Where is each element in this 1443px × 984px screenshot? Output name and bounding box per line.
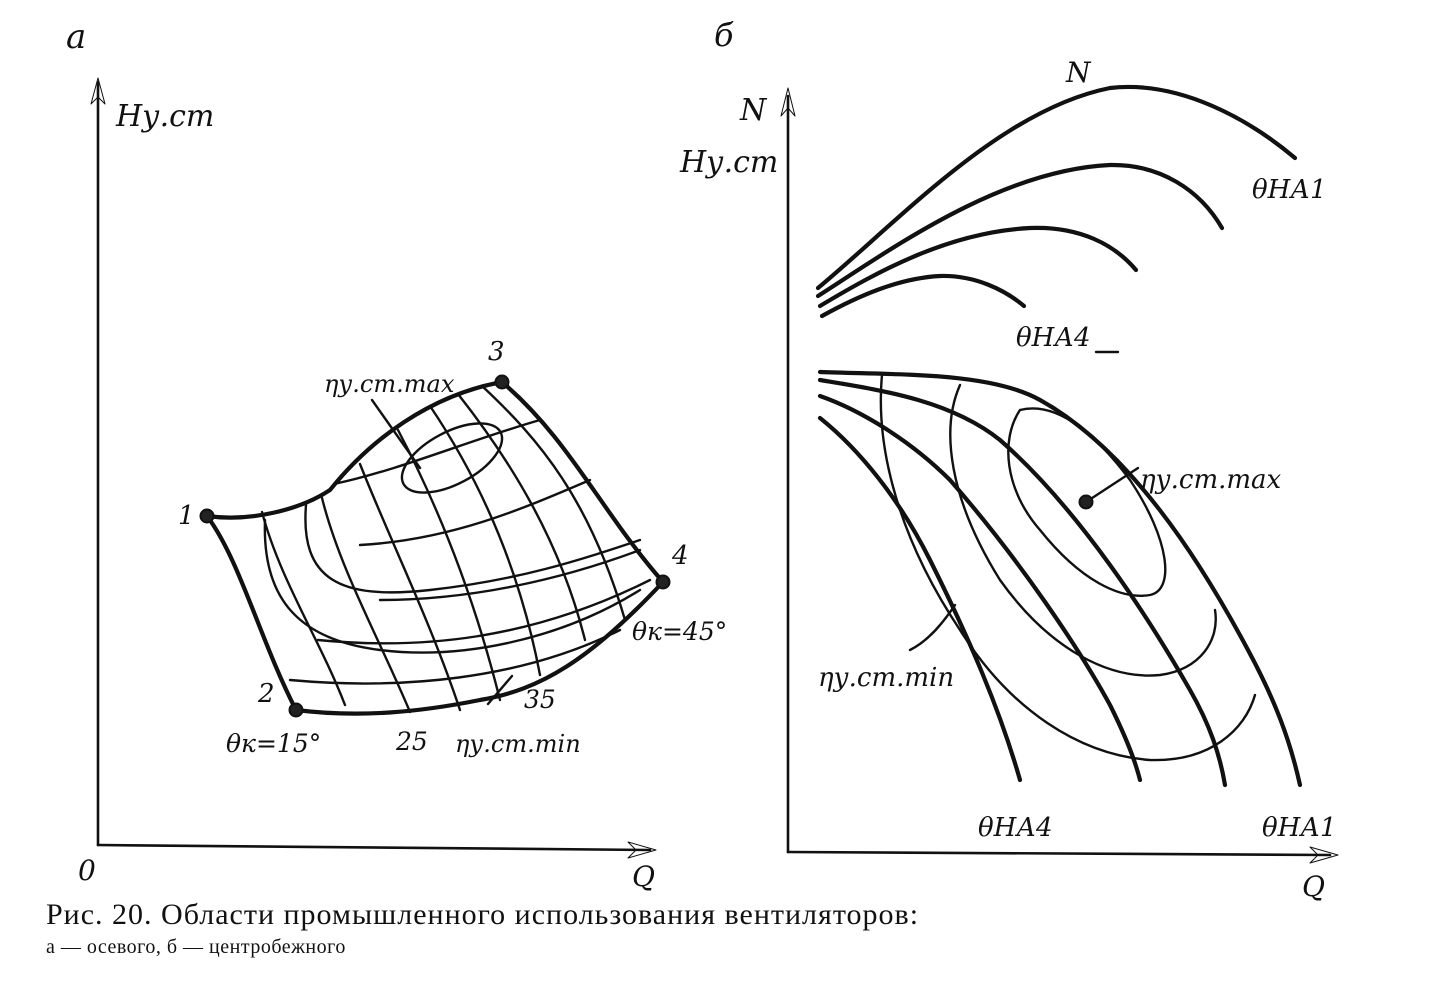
panel-a-point-2-label: 2 — [258, 679, 275, 709]
panel-b-power-curve-4 — [822, 276, 1024, 316]
panel-a-efficiency-contour — [305, 505, 640, 592]
panel-b-x-label: Q — [1302, 870, 1325, 903]
caption-main: Рис. 20. Области промышленного использования вентиляторов: — [46, 898, 920, 931]
panel-a-max-efficiency-ellipse — [391, 409, 513, 507]
panel-b-power-theta-ha4: θНА4 — [1016, 323, 1091, 353]
panel-b-pressure-theta-ha1: θНА1 — [1262, 813, 1337, 843]
panel-b-pressure-curve-3 — [820, 396, 1140, 780]
panel-b-eta-max-label: ηу.ст.max — [1140, 465, 1282, 495]
panel-a-x-axis — [98, 845, 650, 850]
panel-b-y-label-h: Hу.ст — [680, 145, 779, 180]
panel-b-eta-max-pointer — [1086, 468, 1138, 502]
figure-caption — [46, 898, 1426, 959]
panel-a-letter: а — [66, 17, 87, 57]
panel-a-tick-25: 25 — [396, 727, 428, 756]
panel-b-letter: б — [714, 16, 734, 54]
panel-a-point-3-label: 3 — [488, 337, 505, 367]
panel-b-y-label-n: N — [740, 93, 767, 128]
panel-b-curve-n-label: N — [1066, 56, 1091, 89]
panel-a-point-1-label: 1 — [178, 501, 195, 531]
panel-a-point-2 — [290, 704, 303, 717]
panel-b-power-curve-1 — [818, 87, 1295, 288]
panel-a-theta-end: θк=45° — [632, 617, 728, 646]
panel-a-angle-line — [262, 512, 345, 705]
panel-a-angle-line — [398, 430, 500, 700]
panel-b-power-theta-ha1: θНА1 — [1252, 175, 1327, 205]
panel-a-eta-min-label: ηу.ст.min — [455, 730, 581, 758]
panel-b — [679, 16, 1338, 903]
panel-a-eta-max-pointer — [372, 400, 420, 468]
panel-a-point-4-label: 4 — [672, 541, 689, 571]
panel-b-x-axis — [788, 852, 1330, 855]
panel-b-pressure-curve-4 — [820, 418, 1020, 780]
caption-sub: а — осевого, б — центробежного — [46, 936, 346, 958]
panel-a-point-3 — [496, 376, 509, 389]
panel-a-cross-line — [290, 630, 620, 683]
panel-a-point-1 — [201, 510, 214, 523]
panel-a — [66, 17, 727, 893]
panel-a-point-4 — [657, 576, 670, 589]
panel-b-eta-min-label: ηу.ст.min — [818, 663, 955, 693]
panel-a-origin: 0 — [78, 854, 96, 887]
panel-b-pressure-theta-ha4: θНА4 — [978, 813, 1053, 843]
panel-a-theta-start: θк=15° — [226, 729, 322, 758]
panel-a-cross-line — [360, 480, 590, 545]
panel-a-boundary-left — [207, 516, 296, 710]
panel-a-tick-35: 35 — [524, 685, 556, 714]
panel-b-max-efficiency-point — [1080, 496, 1093, 509]
panel-a-cross-line — [380, 550, 640, 600]
panel-a-x-label: Q — [632, 860, 655, 893]
panel-a-eta-max-label: ηу.ст.max — [324, 370, 455, 398]
panel-a-y-label: Hу.ст — [116, 99, 215, 134]
